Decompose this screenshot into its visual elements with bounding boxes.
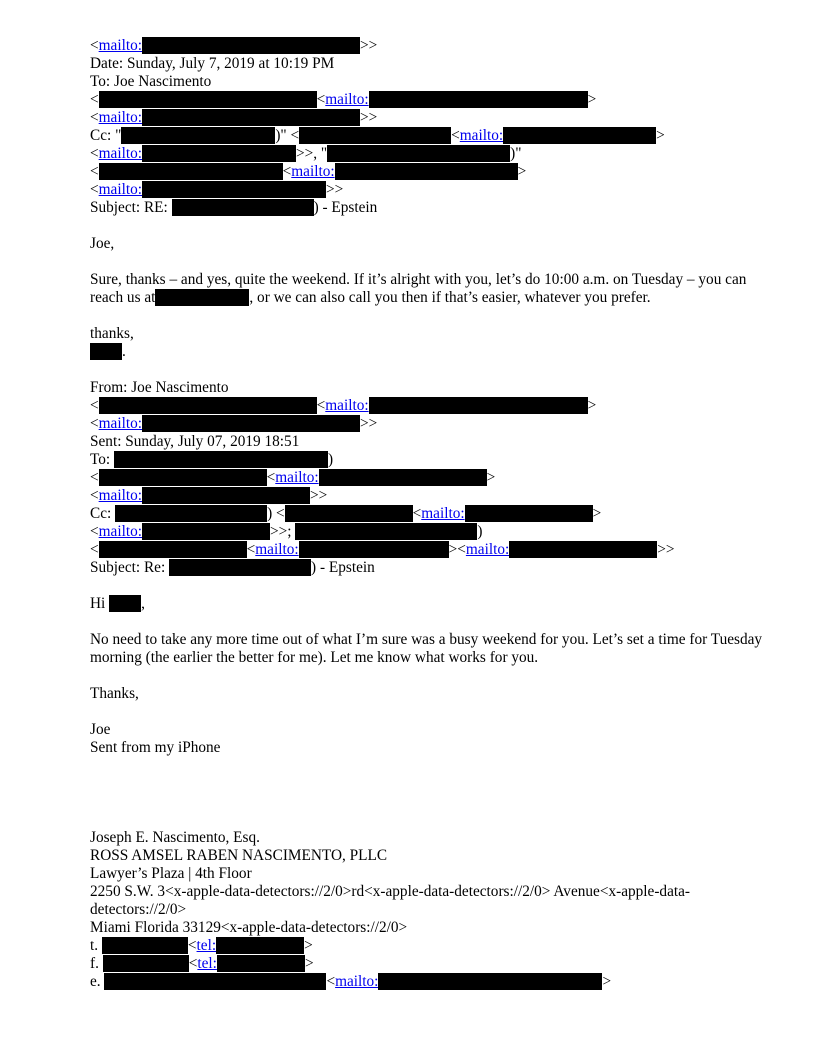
text: >< xyxy=(448,541,466,558)
mailto-link[interactable]: mailto: xyxy=(98,109,142,126)
text: >> xyxy=(309,487,328,504)
to-line xyxy=(90,451,780,469)
signature-phone xyxy=(90,937,780,955)
redaction xyxy=(295,523,477,540)
original-body: No need to take any more time out of what I’m sure was a busy weekend for you. Let’s set a time for Tuesday morning (the earlier the better for me). Let me know what works for you. xyxy=(90,631,763,666)
header-line xyxy=(90,145,780,163)
mailto-link[interactable]: mailto: xyxy=(291,163,335,180)
signature-firm: ROSS AMSEL RABEN NASCIMENTO, PLLC xyxy=(90,847,388,864)
redaction xyxy=(99,163,283,180)
signoff-name xyxy=(90,343,780,361)
date-line: Date: Sunday, July 7, 2019 at 10:19 PM xyxy=(90,55,335,72)
text: )" xyxy=(275,127,287,144)
redaction xyxy=(509,541,657,558)
mailto-link[interactable]: mailto: xyxy=(98,487,142,504)
text: >> xyxy=(359,37,378,54)
text: . xyxy=(122,343,126,360)
redaction xyxy=(335,163,518,180)
redaction xyxy=(217,955,305,972)
text: )" xyxy=(510,145,522,162)
redaction xyxy=(142,415,360,432)
redaction xyxy=(90,343,122,360)
mailto-link[interactable]: mailto: xyxy=(255,541,299,558)
greeting xyxy=(90,595,780,613)
redaction xyxy=(102,937,188,954)
text: < xyxy=(412,505,422,522)
mailto-link[interactable]: mailto: xyxy=(421,505,465,522)
redaction xyxy=(142,145,296,162)
text: > xyxy=(517,163,527,180)
redaction xyxy=(142,109,360,126)
redaction xyxy=(114,451,328,468)
text: < xyxy=(90,469,99,486)
text: < xyxy=(187,937,197,954)
header-line xyxy=(90,415,780,433)
redaction xyxy=(109,595,141,612)
reply-body xyxy=(90,271,780,307)
redaction xyxy=(142,181,326,198)
text: , or we can also call you then if that’s easier, whatever you prefer. xyxy=(249,289,651,306)
header-line xyxy=(90,523,780,541)
signoff: thanks, xyxy=(90,325,134,342)
redaction xyxy=(142,523,270,540)
text: >> xyxy=(325,181,344,198)
text: < xyxy=(316,397,326,414)
to-line: To: Joe Nascimento xyxy=(90,73,212,90)
text: >>; xyxy=(269,523,296,540)
redaction xyxy=(155,289,249,306)
text: < xyxy=(451,127,460,144)
text: Hi xyxy=(90,595,110,612)
text: < xyxy=(188,955,198,972)
signature-building: Lawyer’s Plaza | 4th Floor xyxy=(90,865,252,882)
text: t. xyxy=(90,937,102,954)
text: < xyxy=(316,91,326,108)
text: , xyxy=(141,595,145,612)
text: < xyxy=(290,127,300,144)
cc-line xyxy=(90,505,780,523)
text: ) - Epstein xyxy=(311,559,375,576)
header-line xyxy=(90,181,780,199)
text: < xyxy=(266,469,276,486)
redaction xyxy=(169,559,311,576)
cc-line xyxy=(90,127,780,145)
redaction xyxy=(299,541,449,558)
redaction xyxy=(285,505,413,522)
redaction xyxy=(327,145,510,162)
sent-line: Sent: Sunday, July 07, 2019 18:51 xyxy=(90,433,300,450)
text: >> xyxy=(657,541,675,558)
text: > xyxy=(486,469,496,486)
text: < xyxy=(90,541,99,558)
redaction xyxy=(99,469,267,486)
text: Cc: xyxy=(90,505,116,522)
redaction xyxy=(99,541,247,558)
header-line xyxy=(90,163,780,181)
text: > xyxy=(304,955,314,972)
text: > xyxy=(587,91,597,108)
signature-name: Joseph E. Nascimento, Esq. xyxy=(90,829,260,846)
text: Subject: RE: xyxy=(90,199,172,216)
header-line xyxy=(90,109,780,127)
text: > xyxy=(592,505,602,522)
text: > xyxy=(656,127,665,144)
text: >> xyxy=(359,109,378,126)
mailto-link[interactable]: mailto: xyxy=(325,397,369,414)
text: e. xyxy=(90,973,105,990)
signature-address: 2250 S.W. 3<x-apple-data-detectors://2/0>rd<x-apple-data-detectors://2/0> Avenue<x-apple-data-detectors://2/0> xyxy=(90,883,690,918)
redaction xyxy=(142,37,360,54)
text: ) xyxy=(328,451,334,468)
text: < xyxy=(90,109,99,126)
redaction xyxy=(115,505,267,522)
mailto-link[interactable]: mailto: xyxy=(325,91,369,108)
header-line xyxy=(90,469,780,487)
text: < xyxy=(90,523,99,540)
header-line xyxy=(90,541,780,559)
text: f. xyxy=(90,955,103,972)
signature-fax xyxy=(90,955,780,973)
tel-link[interactable]: tel: xyxy=(196,937,217,954)
mailto-link[interactable]: mailto: xyxy=(335,973,379,990)
redaction xyxy=(369,91,588,108)
redaction xyxy=(503,127,656,144)
text: Sure, thanks – and yes, quite the weekend. If it’s alright with you, let’s do 10:00 a.m. on Tuesday – you can reach us at xyxy=(90,271,747,306)
mailto-link[interactable]: mailto: xyxy=(465,541,510,558)
subject-line xyxy=(90,199,780,217)
mailto-link[interactable]: mailto: xyxy=(98,181,142,198)
redaction xyxy=(142,487,310,504)
text: < xyxy=(90,397,99,414)
text: > xyxy=(602,973,612,990)
mailto-link[interactable]: mailto: xyxy=(275,469,319,486)
redaction xyxy=(319,469,487,486)
header-line xyxy=(90,487,780,505)
text: ) xyxy=(477,523,483,540)
header-line xyxy=(90,91,780,109)
redaction xyxy=(216,937,304,954)
redaction xyxy=(299,127,451,144)
text: < xyxy=(282,163,292,180)
header-line xyxy=(90,397,780,415)
greeting: Joe, xyxy=(90,235,115,252)
redaction xyxy=(121,127,275,144)
text: To: xyxy=(90,451,114,468)
text: ) - Epstein xyxy=(313,199,378,216)
text: < xyxy=(90,91,99,108)
tel-link[interactable]: tel: xyxy=(197,955,217,972)
redaction xyxy=(99,91,317,108)
text: Subject: Re: xyxy=(90,559,170,576)
redaction xyxy=(378,973,602,990)
redaction xyxy=(104,973,326,990)
text: < xyxy=(246,541,256,558)
signature-city: Miami Florida 33129<x-apple-data-detectors://2/0> xyxy=(90,919,408,936)
text: Cc: " xyxy=(90,127,122,144)
from-line: From: Joe Nascimento xyxy=(90,379,229,396)
mailto-link[interactable]: mailto: xyxy=(98,145,142,162)
sender-name: Joe xyxy=(90,721,111,738)
mailto-link[interactable]: mailto: xyxy=(98,37,142,54)
text: ) < xyxy=(267,505,285,522)
text: < xyxy=(90,37,99,54)
text: < xyxy=(326,973,336,990)
header-line xyxy=(90,37,780,55)
mailto-link[interactable]: mailto: xyxy=(98,523,142,540)
subject-line xyxy=(90,559,780,577)
mailto-link[interactable]: mailto: xyxy=(459,127,504,144)
redaction xyxy=(465,505,593,522)
text: >> xyxy=(359,415,378,432)
thanks: Thanks, xyxy=(90,685,139,702)
text: < xyxy=(90,487,99,504)
text: < xyxy=(90,145,99,162)
redaction xyxy=(99,397,317,414)
text: < xyxy=(90,163,99,180)
text: < xyxy=(90,181,99,198)
signature-email xyxy=(90,973,780,991)
text: >>, " xyxy=(295,145,328,162)
redaction xyxy=(172,199,314,216)
text: > xyxy=(587,397,597,414)
email-document xyxy=(90,37,780,991)
sent-from: Sent from my iPhone xyxy=(90,739,221,756)
mailto-link[interactable]: mailto: xyxy=(98,415,142,432)
text: > xyxy=(304,937,313,954)
redaction xyxy=(369,397,588,414)
redaction xyxy=(103,955,189,972)
text: < xyxy=(90,415,99,432)
